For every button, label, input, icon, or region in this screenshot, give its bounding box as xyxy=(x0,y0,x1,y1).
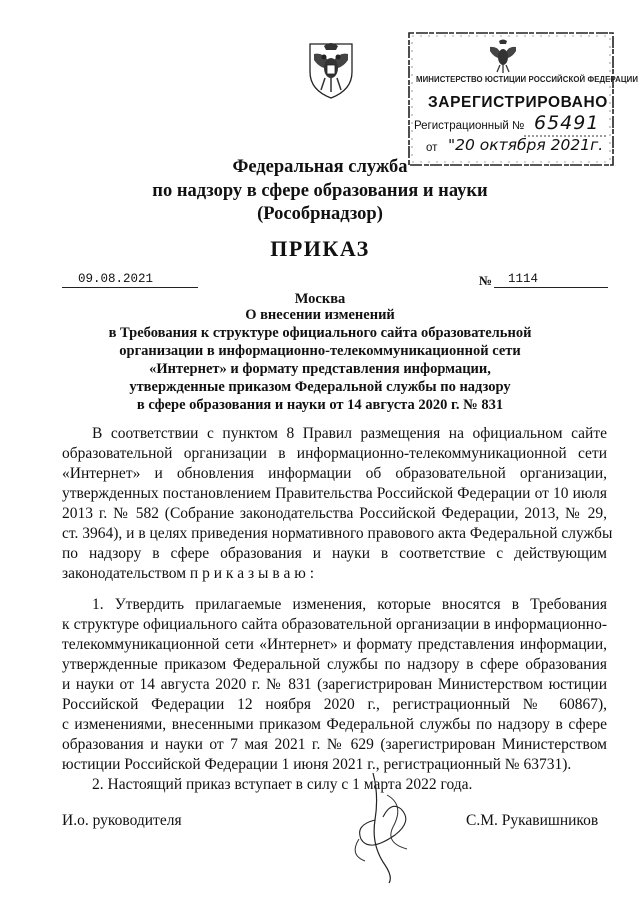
order-number-sign: № xyxy=(479,273,493,288)
signatory-title: И.о. руководителя xyxy=(62,812,182,829)
preamble-line: В соответствии с пунктом 8 Правил размещения на официальном сайте xyxy=(92,425,607,442)
org-name-line3: (Рособрнадзор) xyxy=(257,204,383,224)
stamp-date-label: от xyxy=(426,142,438,154)
order-number-underline xyxy=(494,287,608,288)
item1-line: Российской Федерации 12 ноября 2020 г., регистрационный № 60867), xyxy=(62,696,607,713)
stamp-ministry-name: МИНИСТЕРСТВО ЮСТИЦИИ РОССИЙСКОЙ ФЕДЕРАЦИИ xyxy=(416,75,639,84)
item1-line: образования и науки от 7 мая 2021 г. № 629 (зарегистрирован Министерством xyxy=(62,736,607,753)
org-name-line1: Федеральная служба xyxy=(232,157,408,177)
document-type-title: ПРИКАЗ xyxy=(270,236,370,261)
preamble-line: ст. 3964), и в целях приведения нормативного правового акта Федеральной службы xyxy=(62,525,613,542)
preamble-line: 2013 г. № 582 (Собрание законодательства Российской Федерации, 2013, № 29, xyxy=(62,505,607,522)
preamble-line: по надзору в сфере образования и науки в соответствие с действующим xyxy=(62,545,607,562)
subject-line: организации в информационно-телекоммуникационной сети xyxy=(119,343,521,359)
preamble-line: законодательством п р и к а з ы в а ю : xyxy=(62,565,315,582)
item1-line: к структуре официального сайта образовательной организации в информационно- xyxy=(62,616,607,633)
subject-line: в сфере образования и науки от 14 августа 2020 г. № 831 xyxy=(136,397,504,413)
order-date-underline xyxy=(62,287,198,288)
registration-stamp xyxy=(406,30,639,168)
coat-of-arms-emblem xyxy=(304,38,358,100)
signatory-name: С.М. Рукавишников xyxy=(466,812,599,829)
stamp-reg-number: 65491 xyxy=(534,112,600,134)
subject-line: в Требования к структуре официального сайта образовательной xyxy=(108,325,532,341)
item1-line: с изменениями, внесенными приказом Федеральной службы по надзору в сфере xyxy=(62,716,607,733)
preamble-line: утвержденных постановлением Правительства Российской Федерации от 10 июля xyxy=(62,485,607,502)
stamp-registered-label: ЗАРЕГИСТРИРОВАНО xyxy=(428,94,608,111)
preamble-line: «Интернет» и обновления информации об образовательной организации, xyxy=(62,465,607,482)
order-date: 09.08.2021 xyxy=(78,272,154,286)
handwritten-signature xyxy=(335,765,445,885)
order-number: 1114 xyxy=(508,272,539,286)
item1-line: телекоммуникационной сети «Интернет» и формату представления информации, xyxy=(62,636,607,653)
item1-line: и науки от 14 августа 2020 г. № 831 (зарегистрирован Министерством юстиции xyxy=(62,676,607,693)
subject-line: О внесении изменений xyxy=(245,307,395,323)
order-city: Москва xyxy=(294,291,346,307)
subject-line: «Интернет» и формату представления информации, xyxy=(149,361,491,377)
item1-line: 1. Утвердить прилагаемые изменения, которые вносятся в Требования xyxy=(92,596,607,613)
item1-line: юстиции Российской Федерации 1 июня 2021 г., регистрационный № 63731). xyxy=(62,756,572,773)
stamp-date: "20 октября 2021г. xyxy=(448,136,604,154)
subject-line: утвержденные приказом Федеральной службы по надзору xyxy=(129,379,511,395)
stamp-reg-number-label: Регистрационный № xyxy=(414,120,525,132)
item1-line: утвержденные приказом Федеральной службы по надзору в сфере образования xyxy=(62,656,607,673)
item2-line: 2. Настоящий приказ вступает в силу с 1 марта 2022 года. xyxy=(92,776,473,793)
preamble-line: образовательной организации в информационно-телекоммуникационной сети xyxy=(62,445,607,462)
org-name-line2: по надзору в сфере образования и науки xyxy=(152,181,488,201)
stamp-eagle-icon xyxy=(488,38,518,74)
